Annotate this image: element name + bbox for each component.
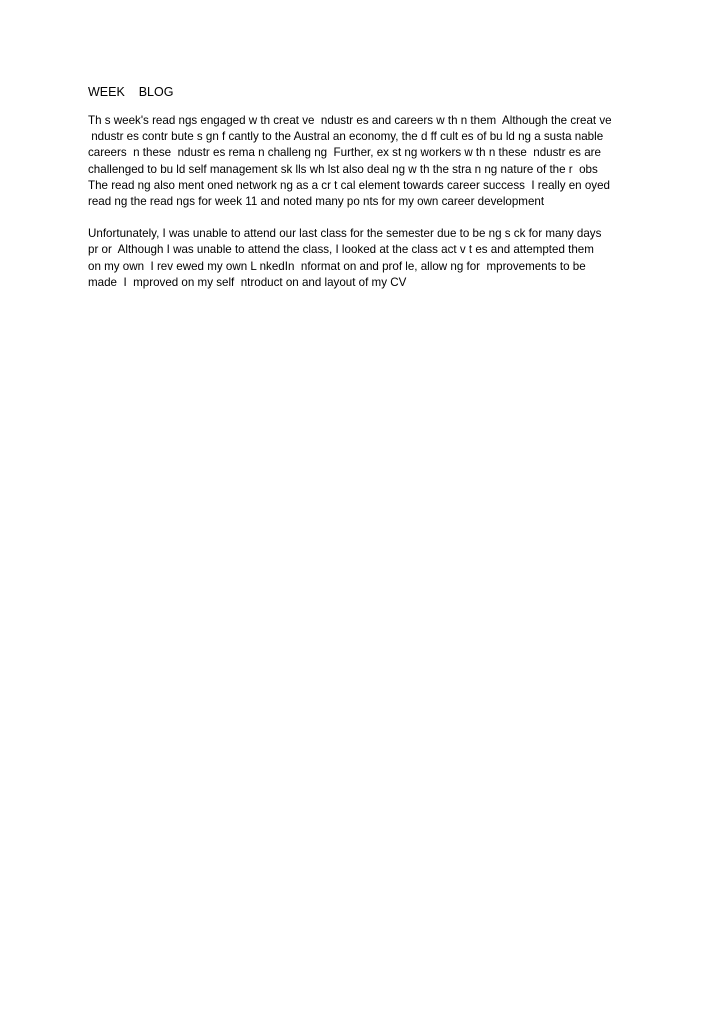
text-line: pr or Although I was unable to attend the class, I looked at the class act v t es and attempted them	[88, 243, 594, 257]
text-line: The read ng also ment oned network ng as a cr t cal element towards career success I really en oyed	[88, 178, 610, 192]
document-body	[88, 84, 648, 307]
page-title: WEEK BLOG	[88, 85, 174, 99]
paragraph-readings	[88, 113, 648, 210]
text-line: challenged to bu ld self management sk lls wh lst also deal ng w th the stra n ng nature of the r obs	[88, 162, 598, 176]
text-line: made I mproved on my self ntroduct on and layout of my CV	[88, 275, 407, 289]
text-line: on my own I rev ewed my own L nkedIn nformat on and prof le, allow ng for mprovements to be	[88, 259, 586, 273]
text-line: read ng the read ngs for week 11 and noted many po nts for my own career development	[88, 195, 545, 209]
paragraph-class-activities	[88, 226, 648, 291]
text-line: careers n these ndustr es rema n challeng ng Further, ex st ng workers w th n these ndustr es are	[88, 146, 601, 160]
text-line: Th s week's read ngs engaged w th creat ve ndustr es and careers w th n them Although the creat ve	[88, 114, 612, 127]
text-line: ndustr es contr bute s gn f cantly to the Austral an economy, the d ff cult es of bu ld ng a susta nable	[88, 130, 604, 144]
text-line: Unfortunately, I was unable to attend our last class for the semester due to be ng s ck for many days	[88, 227, 602, 241]
